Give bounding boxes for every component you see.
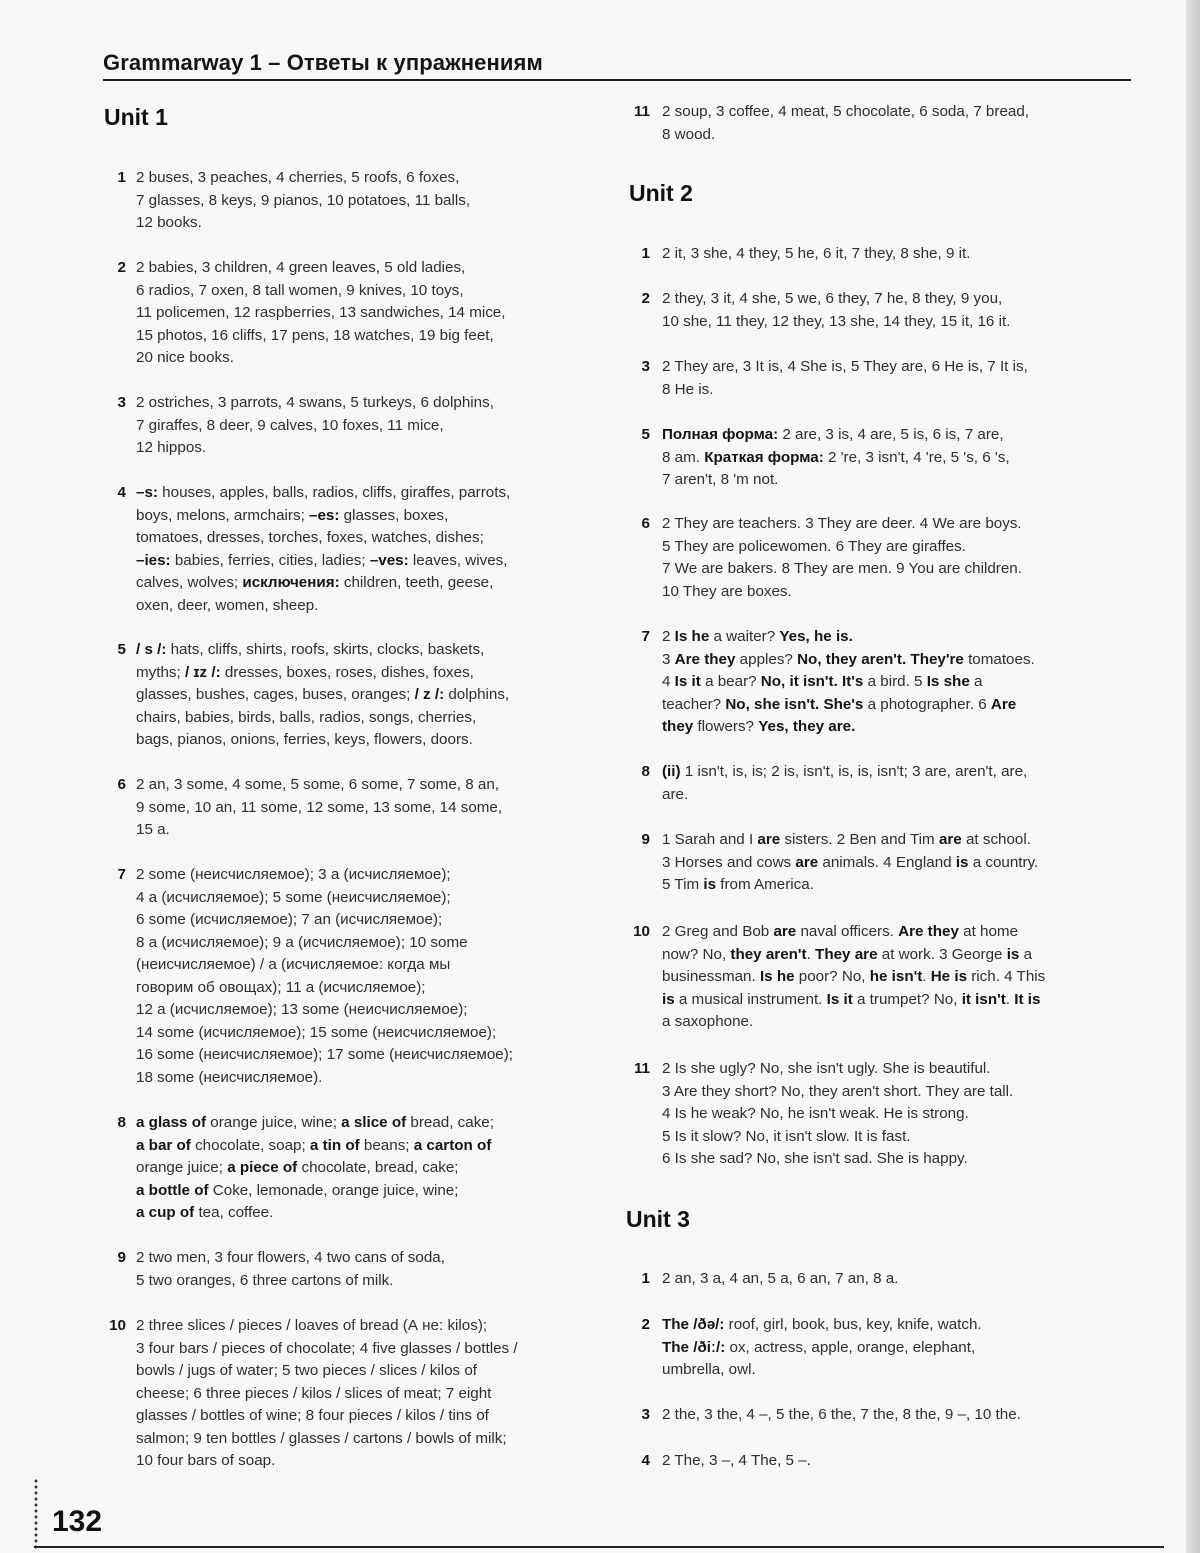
answer-line: bowls / jugs of water; 5 two pieces / slices / kilos of [136,1362,478,1379]
answer-line: salmon; 9 ten bottles / glasses / cartons / bowls of milk; [136,1429,507,1447]
answer-line: 14 some (исчисляемое); 15 some (неисчисляемое); [136,1023,497,1041]
answer-line: teacher? No, she isn't. She's a photographer. 6 Are [662,695,1017,713]
answer-line: are. [662,785,689,803]
answer-line: 2 Greg and Bob are naval officers. Are they at home [662,923,1019,940]
unit-heading: Unit 3 [626,1206,690,1232]
exercise-block [624,921,1134,1034]
answer-line: glasses, bushes, cages, buses, oranges; / z /: dolphins, [136,686,510,703]
exercise-block [100,639,600,752]
exercise-block [100,1247,600,1292]
unit-heading: Unit 1 [104,104,168,130]
answer-line: 18 some (неисчисляемое). [136,1068,323,1086]
page-title: Grammarway 1 – Ответы к упражнениям [103,50,543,75]
exercise-block [100,257,600,370]
answer-line: 8 am. Краткая форма: 2 're, 3 isn't, 4 're, 5 's, 6 's, [662,448,1010,466]
exercise-block [624,424,1134,492]
answer-line: 12 a (исчисляемое); 13 some (неисчисляемое); [136,1001,468,1018]
exercise-block [624,243,1134,266]
exercise-block [624,1058,1134,1171]
answer-line: 2 an, 3 some, 4 some, 5 some, 6 some, 7 some, 8 an, [136,776,499,793]
answer-line: 16 some (неисчисляемое); 17 some (неисчисляемое); [136,1046,514,1063]
answer-line: 12 hippos. [136,439,207,456]
answer-line: 10 four bars of soap. [136,1452,276,1469]
answer-line: (неисчисляемое) / a (исчисляемое: когда мы [136,956,451,973]
answer-line: 2 soup, 3 coffee, 4 meat, 5 chocolate, 6 soda, 7 bread, [662,103,1029,120]
exercise-number: 2 [641,1316,650,1333]
answer-line: 2 They are teachers. 3 They are deer. 4 We are boys. [662,515,1022,532]
answer-line: 12 books. [136,214,202,231]
answer-line: 1 Sarah and I are sisters. 2 Ben and Tim are at school. [662,831,1031,848]
exercise-number: 4 [641,1452,650,1469]
exercise-block [100,1315,600,1473]
answer-line: 2 the, 3 the, 4 –, 5 the, 6 the, 7 the, 8 the, 9 –, 10 the. [662,1406,1021,1423]
exercise-number: 8 [641,763,650,780]
answer-line: 5 They are policewomen. 6 They are giraffes. [662,537,966,555]
answer-line: / s /: hats, cliffs, shirts, roofs, skirts, clocks, baskets, [136,641,485,658]
answer-line: 2 The, 3 –, 4 The, 5 –. [662,1452,811,1469]
exercise-number: 6 [641,515,650,532]
answer-line: 2 babies, 3 children, 4 green leaves, 5 old ladies, [136,259,466,276]
answer-line: businessman. Is he poor? No, he isn't. He is rich. 4 This [662,968,1046,985]
answer-line: 2 it, 3 she, 4 they, 5 he, 6 it, 7 they, 8 she, 9 it. [662,245,971,262]
exercise-block [624,761,1134,806]
answer-line: 3 Horses and cows are animals. 4 England is a country. [662,853,1039,871]
answer-line: 2 some (неисчисляемое); 3 a (исчисляемое); [136,866,451,883]
answer-line: The /ðiː/: ox, actress, apple, orange, elephant, [662,1338,976,1356]
exercise-number: 10 [633,923,650,940]
footer-divider [34,1546,1164,1548]
exercise-block [624,356,1134,401]
exercise-block [624,1268,1134,1291]
answer-line: 5 Tim is from America. [662,876,814,893]
exercise-block [624,101,1134,146]
exercise-block [100,864,600,1089]
answer-line: 8 a (исчисляемое); 9 a (исчисляемое); 10 some [136,933,468,951]
exercise-number: 6 [117,776,126,793]
answer-line: tomatoes, dresses, torches, foxes, watches, dishes; [136,529,484,546]
exercise-block [100,392,600,460]
answer-line: 10 she, 11 they, 12 they, 13 she, 14 they, 15 it, 16 it. [662,312,1011,330]
exercise-number: 4 [117,484,126,501]
answer-line: a saxophone. [662,1013,754,1030]
answer-line: glasses / bottles of wine; 8 four pieces / kilos / tins of [136,1407,489,1424]
answer-line: chairs, babies, birds, balls, radios, songs, cherries, [136,708,477,726]
exercise-block [100,482,600,617]
exercise-number: 2 [641,290,650,307]
exercise-number: 1 [641,1270,650,1287]
exercise-number: 11 [633,103,650,120]
answer-line: 15 photos, 16 cliffs, 17 pens, 18 watches, 19 big feet, [136,326,494,344]
exercise-number: 2 [117,259,126,276]
answer-line: 11 policemen, 12 raspberries, 13 sandwiches, 14 mice, [136,304,506,321]
exercise-number: 5 [117,641,126,658]
exercise-number: 5 [641,426,650,443]
page-number: 132 [52,1505,103,1538]
answer-line: bags, pianos, onions, ferries, keys, flowers, doors. [136,731,473,748]
answer-line: cheese; 6 three pieces / kilos / slices of meat; 7 eight [136,1384,492,1402]
exercise-number: 7 [641,628,650,645]
answer-line: 9 some, 10 an, 11 some, 12 some, 13 some, 14 some, [136,798,503,816]
answer-line: 8 He is. [662,380,714,398]
answer-line: myths; / ɪz /: dresses, boxes, roses, dishes, foxes, [136,663,474,681]
answer-line: The /ðə/: roof, girl, book, bus, key, knife, watch. [662,1316,982,1333]
exercise-number: 3 [641,358,650,375]
answer-line: 4 Is it a bear? No, it isn't. It's a bird. 5 Is she a [662,673,983,690]
answer-line: 6 Is she sad? No, she isn't sad. She is happy. [662,1150,968,1167]
exercise-number: 1 [641,245,650,262]
exercise-block [100,774,600,842]
exercise-number: 1 [117,169,126,186]
answer-line: orange juice; a piece of chocolate, bread, cake; [136,1159,459,1176]
answer-line: 15 a. [136,821,170,838]
page-header [103,50,1131,76]
exercise-number: 3 [641,1406,650,1423]
exercise-number: 9 [641,831,650,848]
answer-line: 2 they, 3 it, 4 she, 5 we, 6 they, 7 he, 8 they, 9 you, [662,290,1003,307]
exercise-block [624,1314,1134,1382]
answer-line: boys, melons, armchairs; –es: glasses, boxes, [136,506,449,524]
exercise-number: 3 [117,394,126,411]
answer-line: 5 Is it slow? No, it isn't slow. It is fast. [662,1127,911,1145]
margin-dots [34,1478,38,1550]
exercise-number: 7 [117,866,126,883]
answer-line: is a musical instrument. Is it a trumpet? No, it isn't. It is [662,990,1041,1008]
exercise-block [624,288,1134,333]
answer-line: 3 four bars / pieces of chocolate; 4 five glasses / bottles / [136,1339,518,1357]
answer-line: 6 radios, 7 oxen, 8 tall women, 9 knives, 10 toys, [136,281,464,299]
exercise-block [624,829,1134,897]
exercise-number: 9 [117,1249,126,1266]
answer-line: Полная форма: 2 are, 3 is, 4 are, 5 is, 6 is, 7 are, [662,426,1004,443]
exercise-block [624,626,1134,739]
answer-line: (ii) 1 isn't, is, is; 2 is, isn't, is, is, isn't; 3 are, aren't, are, [662,763,1028,780]
exercise-block [624,1450,1134,1473]
answer-line: 2 ostriches, 3 parrots, 4 swans, 5 turkeys, 6 dolphins, [136,394,494,411]
answer-line: 6 some (исчисляемое); 7 an (исчисляемое); [136,911,443,928]
answer-line: –s: houses, apples, balls, radios, cliffs, giraffes, parrots, [136,484,511,501]
answer-line: umbrella, owl. [662,1361,756,1378]
answer-line: 20 nice books. [136,349,234,366]
answer-line: a cup of tea, coffee. [136,1204,274,1221]
answer-line: 2 two men, 3 four flowers, 4 two cans of soda, [136,1249,445,1266]
answer-line: 2 Is she ugly? No, she isn't ugly. She is beautiful. [662,1060,991,1077]
answer-line: 5 two oranges, 6 three cartons of milk. [136,1271,394,1289]
page-edge-shadow [1186,0,1200,1553]
answer-line: 2 They are, 3 It is, 4 She is, 5 They are, 6 He is, 7 It is, [662,358,1028,375]
answer-line: 3 Are they apples? No, they aren't. They're tomatoes. [662,650,1035,668]
header-divider [103,79,1131,81]
exercise-number: 10 [109,1317,126,1334]
answer-line: 7 glasses, 8 keys, 9 pianos, 10 potatoes, 11 balls, [136,191,471,209]
answer-line: 2 three slices / pieces / loaves of bread (А не: kilos); [136,1317,488,1334]
exercise-number: 11 [633,1060,650,1077]
answer-line: now? No, they aren't. They are at work. 3 George is a [662,945,1033,963]
answer-line: 2 Is he a waiter? Yes, he is. [662,628,853,645]
answer-line: a glass of orange juice, wine; a slice of bread, cake; [136,1114,494,1131]
answer-line: 7 giraffes, 8 deer, 9 calves, 10 foxes, 11 mice, [136,416,444,434]
exercise-block [100,167,600,235]
unit-heading: Unit 2 [629,180,693,206]
answer-line: 4 Is he weak? No, he isn't weak. He is strong. [662,1105,969,1122]
answer-line: 10 They are boxes. [662,582,792,600]
answer-line: 7 aren't, 8 'm not. [662,471,779,488]
answer-line: 2 buses, 3 peaches, 4 cherries, 5 roofs, 6 foxes, [136,169,460,186]
exercise-block [624,513,1134,603]
answer-line: 4 a (исчисляемое); 5 some (неисчисляемое); [136,888,451,906]
answer-line: they flowers? Yes, they are. [662,718,856,735]
exercise-number: 8 [117,1114,126,1131]
exercise-block [100,1112,600,1225]
answer-line: говорим об овощах); 11 a (исчисляемое); [136,978,426,996]
answer-line: 8 wood. [662,125,716,143]
answer-line: oxen, deer, women, sheep. [136,596,319,614]
answer-line: calves, wolves; исключения: children, teeth, geese, [136,574,494,591]
answer-line: –ies: babies, ferries, cities, ladies; –ves: leaves, wives, [136,551,508,569]
answer-line: 3 Are they short? No, they aren't short. They are tall. [662,1082,1014,1100]
exercise-block [624,1404,1134,1427]
answer-line: 7 We are bakers. 8 They are men. 9 You are children. [662,560,1022,577]
answer-line: a bar of chocolate, soap; a tin of beans; a carton of [136,1136,492,1154]
answer-line: a bottle of Coke, lemonade, orange juice, wine; [136,1181,459,1199]
answer-line: 2 an, 3 a, 4 an, 5 a, 6 an, 7 an, 8 a. [662,1270,899,1287]
